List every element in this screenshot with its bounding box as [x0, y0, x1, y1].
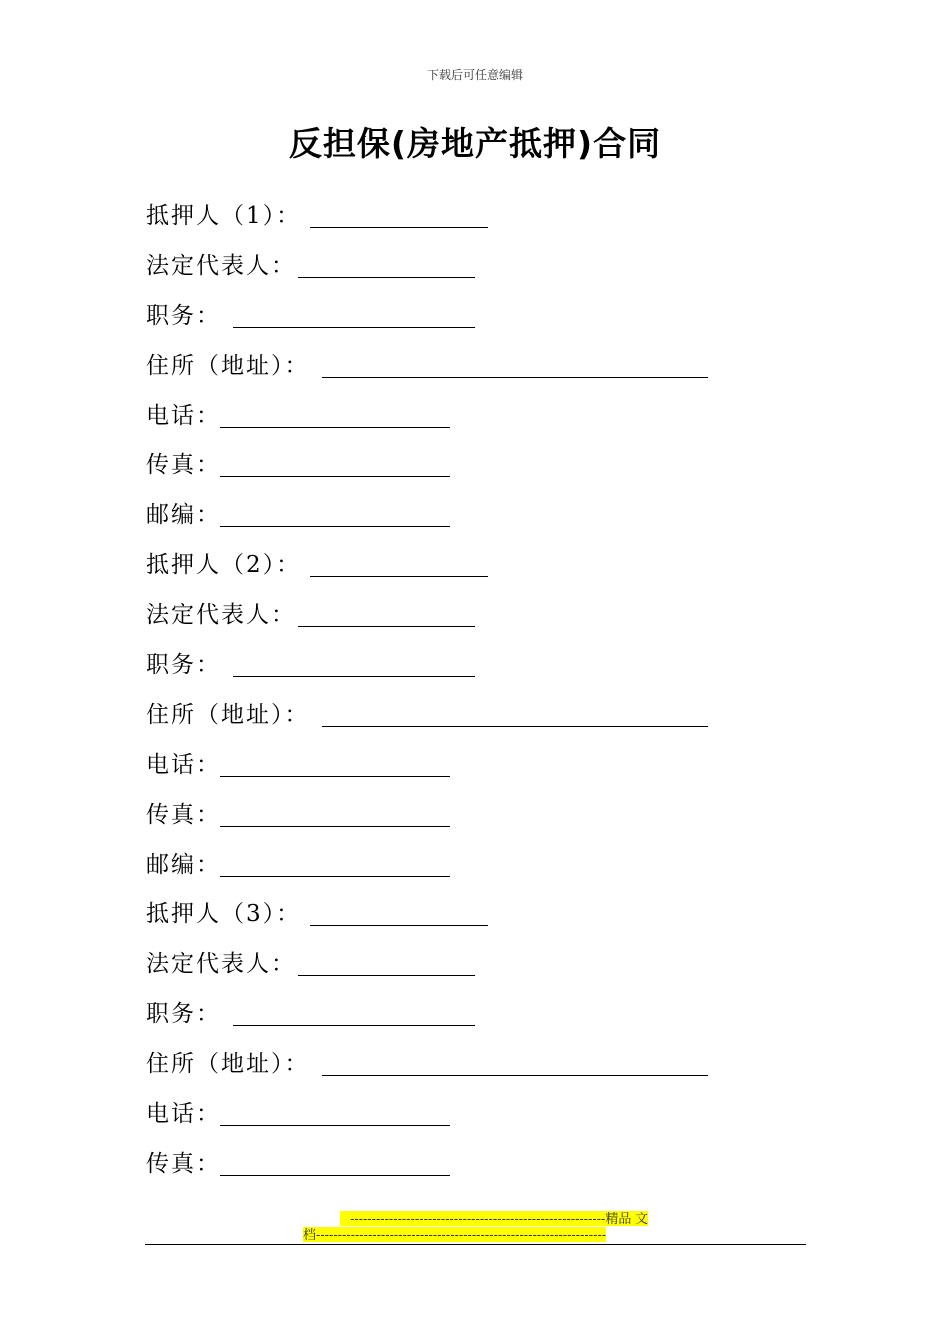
field-row	[146, 846, 846, 896]
field-label: 职务：	[146, 302, 221, 329]
fill-in-blank[interactable]	[298, 975, 475, 976]
fill-in-blank[interactable]	[233, 1025, 475, 1026]
field-row	[146, 347, 846, 397]
field-label: 传真：	[146, 452, 221, 479]
field-label: 电话：	[146, 1101, 221, 1128]
fill-in-blank[interactable]	[220, 1125, 450, 1126]
fill-in-blank[interactable]	[322, 377, 708, 378]
fill-in-blank[interactable]	[220, 476, 450, 477]
fill-in-blank[interactable]	[220, 876, 450, 877]
field-row	[146, 945, 846, 995]
field-row	[146, 1145, 846, 1195]
fill-in-blank[interactable]	[310, 576, 488, 577]
field-row	[146, 696, 846, 746]
field-label: 抵押人（3）：	[146, 901, 302, 928]
field-row	[146, 1095, 846, 1145]
field-row	[146, 546, 846, 596]
fill-in-blank[interactable]	[298, 626, 475, 627]
field-row	[146, 596, 846, 646]
field-label: 住所（地址）：	[146, 352, 310, 379]
fill-in-blank[interactable]	[322, 1075, 708, 1076]
footer-banner-line1: -----------------------------------------------------------精品 文	[303, 1211, 648, 1227]
fill-in-blank[interactable]	[220, 1175, 450, 1176]
field-row	[146, 297, 846, 347]
document-title: 反担保(房地产抵押)合同	[288, 124, 662, 163]
field-label: 住所（地址）：	[146, 1051, 310, 1078]
field-row	[146, 397, 846, 447]
party-fields	[146, 197, 846, 1195]
field-label: 电话：	[146, 751, 221, 778]
fill-in-blank[interactable]	[233, 327, 475, 328]
field-row	[146, 646, 846, 696]
field-row	[146, 746, 846, 796]
fill-in-blank[interactable]	[322, 726, 708, 727]
footer-banner-line2: 档-------------------------------------------------------------------	[303, 1227, 607, 1242]
fill-in-blank[interactable]	[233, 676, 475, 677]
field-row	[146, 446, 846, 496]
field-label: 职务：	[146, 1001, 221, 1028]
field-label: 法定代表人：	[146, 951, 296, 978]
field-label: 邮编：	[146, 502, 221, 529]
field-label: 法定代表人：	[146, 602, 296, 629]
fill-in-blank[interactable]	[220, 776, 450, 777]
field-row	[146, 995, 846, 1045]
fill-in-blank[interactable]	[220, 826, 450, 827]
header-note: 下载后可任意编辑	[426, 68, 523, 82]
field-label: 职务：	[146, 652, 221, 679]
field-label: 电话：	[146, 402, 221, 429]
footer-divider	[145, 1244, 806, 1245]
fill-in-blank[interactable]	[310, 925, 488, 926]
field-row	[146, 796, 846, 846]
fill-in-blank[interactable]	[220, 526, 450, 527]
field-label: 法定代表人：	[146, 252, 296, 279]
field-label: 邮编：	[146, 851, 221, 878]
field-label: 住所（地址）：	[146, 701, 310, 728]
fill-in-blank[interactable]	[220, 427, 450, 428]
fill-in-blank[interactable]	[298, 277, 475, 278]
field-row	[146, 247, 846, 297]
field-label: 传真：	[146, 1150, 221, 1177]
field-row	[146, 895, 846, 945]
field-row	[146, 197, 846, 247]
fill-in-blank[interactable]	[310, 227, 488, 228]
field-row	[146, 1045, 846, 1095]
field-label: 传真：	[146, 801, 221, 828]
field-row	[146, 496, 846, 546]
field-label: 抵押人（2）：	[146, 552, 302, 579]
field-label: 抵押人（1）：	[146, 203, 302, 229]
